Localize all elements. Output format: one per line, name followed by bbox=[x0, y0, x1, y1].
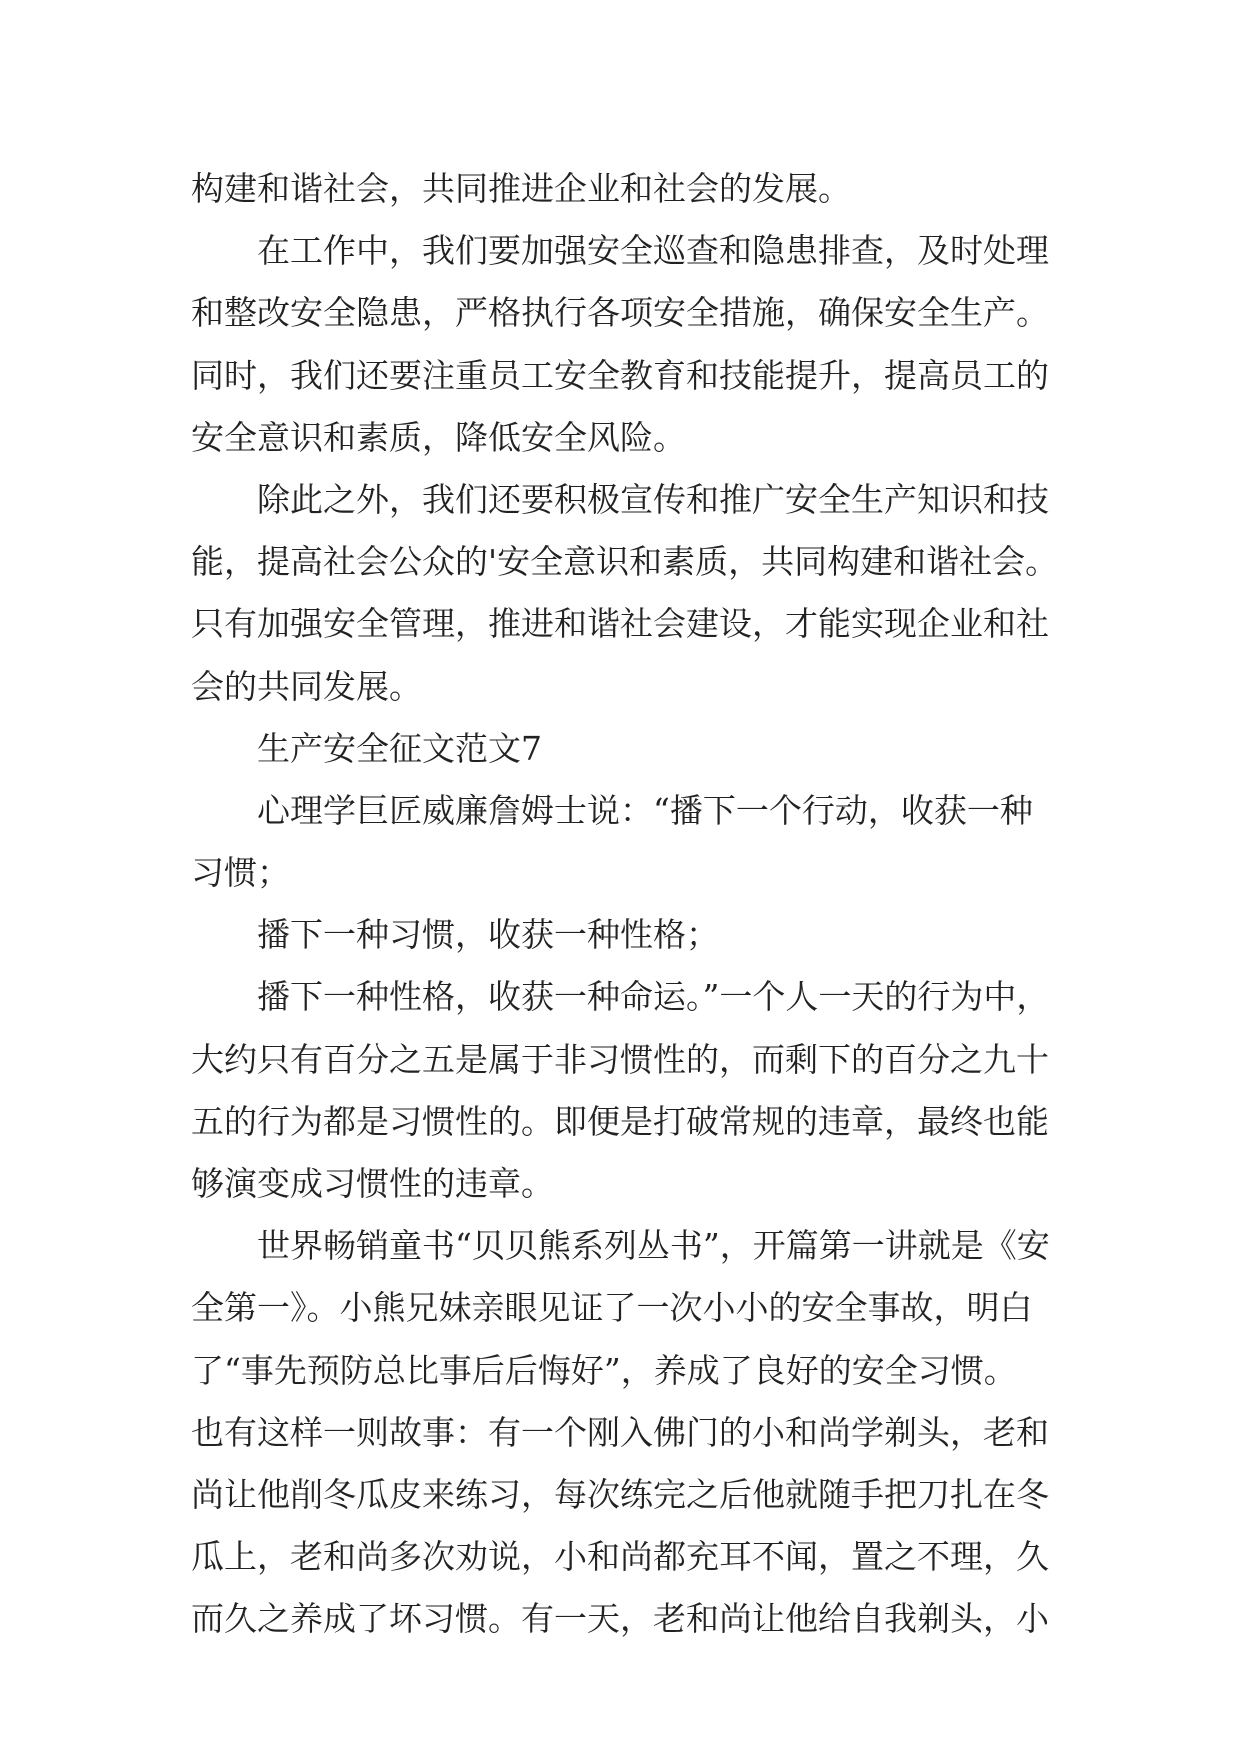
text-line: 只有加强安全管理，推进和谐社会建设，才能实现企业和社 bbox=[191, 604, 1049, 644]
text-line: 大约只有百分之五是属于非习惯性的，而剩下的百分之九十 bbox=[191, 1039, 1049, 1079]
text-line: 心理学巨匠威廉詹姆士说：“播下一个行动，收获一种 bbox=[191, 790, 1033, 830]
section-heading: 生产安全征文范文7 bbox=[191, 728, 542, 768]
text-line: 同时，我们还要注重员工安全教育和技能提升，提高员工的 bbox=[191, 355, 1049, 395]
text-line: 播下一种性格，收获一种命运。”一个人一天的行为中， bbox=[191, 977, 1050, 1017]
text-line: 世界畅销童书“贝贝熊系列丛书”，开篇第一讲就是《安 bbox=[191, 1226, 1050, 1266]
text-line: 全第一》。小熊兄妹亲眼见证了一次小小的安全事故，明白 bbox=[191, 1288, 1033, 1328]
text-line: 和整改安全隐患，严格执行各项安全措施，确保安全生产。 bbox=[191, 293, 1049, 333]
text-line: 尚让他削冬瓜皮来练习，每次练完之后他就随手把刀扎在冬 bbox=[191, 1474, 1049, 1514]
text-line: 播下一种习惯，收获一种性格； bbox=[191, 915, 719, 955]
text-line: 安全意识和素质，降低安全风险。 bbox=[191, 417, 686, 457]
text-line: 够演变成习惯性的违章。 bbox=[191, 1164, 554, 1203]
text-line: 构建和谐社会，共同推进企业和社会的发展。 bbox=[191, 169, 851, 208]
text-line: 瓜上，老和尚多次劝说，小和尚都充耳不闻，置之不理，久 bbox=[191, 1537, 1049, 1577]
text-line: 能，提高社会公众的'安全意识和素质，共同构建和谐社会。 bbox=[191, 542, 1059, 582]
body-text bbox=[191, 158, 1061, 1651]
text-line: 在工作中，我们要加强安全巡查和隐患排查，及时处理 bbox=[191, 231, 1049, 271]
text-line: 五的行为都是习惯性的。即便是打破常规的违章，最终也能 bbox=[191, 1101, 1049, 1141]
text-line: 除此之外，我们还要积极宣传和推广安全生产知识和技 bbox=[191, 479, 1049, 519]
text-line: 会的共同发展。 bbox=[191, 666, 422, 706]
text-line: 习惯； bbox=[191, 853, 290, 893]
text-line: 了“事先预防总比事后后悔好”，养成了良好的安全习惯。 bbox=[191, 1350, 1017, 1390]
text-line: 也有这样一则故事：有一个刚入佛门的小和尚学剃头，老和 bbox=[191, 1412, 1049, 1452]
text-line: 而久之养成了坏习惯。有一天，老和尚让他给自我剃头，小 bbox=[191, 1599, 1049, 1639]
